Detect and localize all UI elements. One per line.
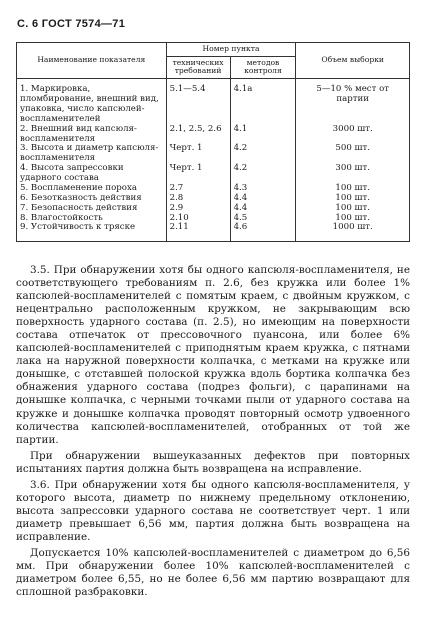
col-header-methods: методов контроля [230,56,296,78]
row-name: 9. Устойчивость к тряске [17,223,167,241]
table-row [17,144,410,164]
row-req: 2.8 [166,194,230,204]
row-sample: 100 шт. [296,204,410,214]
row-method: 4.5 [230,214,296,224]
row-name: 6. Безотказность действия [17,194,167,204]
row-name: 8. Влагостойкость [17,214,167,224]
row-method: 4.4 [230,204,296,214]
col-header-group: Номер пункта [166,43,296,57]
row-req: 2.11 [166,223,230,241]
row-sample: 300 шт. [296,164,410,184]
paragraph-3-6: 3.6. При обнаружении хотя бы одного капсюля-воспламенителя, у которого высота, диаметр по нижнему предельному отклонению, высота запрессовки ударного состава не соответствует черт. 1 или диаметр превышает 6,56 мм, партия должна быть возвращена на исправление. [16,478,410,543]
row-method: 4.3 [230,184,296,194]
table-row [17,125,410,145]
row-name: 5. Воспламенение пороха [17,184,167,194]
body-text [16,264,410,599]
row-sample: 500 шт. [296,144,410,164]
col-header-sample: Объем выборки [296,43,410,79]
row-method: 4.6 [230,223,296,241]
row-method: 4.1 [230,125,296,145]
row-name: 4. Высота запрессовки ударного состава [17,164,167,184]
row-method: 4.1а [230,79,296,125]
row-name: 1. Маркировка, пломбирование, внешний вид, упаковка, число капсюлей-воспламенителей [17,79,167,125]
row-method: 4.4 [230,194,296,204]
row-sample: 5—10 % мест от партии [296,79,410,125]
table-row [17,164,410,184]
row-sample: 100 шт. [296,184,410,194]
col-header-requirements: технических требований [166,56,230,78]
table-row [17,223,410,241]
table-row [17,79,410,125]
row-req: 2.9 [166,204,230,214]
paragraph-3-5: 3.5. При обнаружении хотя бы одного капсюля-воспламенителя, не соответствующего требованиям п. 2.6, без кружка или более 1% капсюлей-воспламенителей с помятым краем, с двойным кружком, с нецентрально расположенным кружком, не закрывающим всю поверхность ударного состава (п. 2.5), но имеющим на поверхности состава отпечаток от прессовочного пуансона, или более 6% капсюлей-воспламенителей с приподнятым краем кружка, с пятнами лака на наружной поверхности колпачка, с метками на кружке или донышке, с отставшей полоской кружка вдоль бортика колпачка без обнажения ударного состава (подрез фольги), с царапинами на донышке колпачка, с черными точками пыли от ударного состава на кружке и донышке колпачка проводят повторный осмотр удвоенного количества капсюлей-воспламенителей, отобранных от той же партии. [16,264,410,446]
row-name: 2. Внешний вид капсюля-воспламенителя [17,125,167,145]
row-req: 2.1, 2.5, 2.6 [166,125,230,145]
row-method: 4.2 [230,164,296,184]
row-req: 5.1—5.4 [166,79,230,125]
row-req: Черт. 1 [166,144,230,164]
row-method: 4.2 [230,144,296,164]
row-req: Черт. 1 [166,164,230,184]
row-sample: 100 шт. [296,214,410,224]
row-sample: 1000 шт. [296,223,410,241]
row-req: 2.10 [166,214,230,224]
page-header: С. 6 ГОСТ 7574—71 [17,18,126,30]
row-req: 2.7 [166,184,230,194]
paragraph-repeat-tests: При обнаружении вышеуказанных дефектов при повторных испытаниях партия должна быть возвращена на исправление. [16,449,410,475]
row-name: 3. Высота и диаметр капсюля-воспламенителя [17,144,167,164]
col-header-name: Наименование показателя [17,43,167,79]
row-sample: 3000 шт. [296,125,410,145]
paragraph-tolerance: Допускается 10% капсюлей-воспламенителей с диаметром до 6,56 мм. При обнаружении более 10% капсюлей-воспламенителей с диаметром более 6,55, но не более 6,56 мм партию возвращают для сплошной разбраковки. [16,546,410,599]
sampling-table [16,42,410,242]
row-name: 7. Безопасность действия [17,204,167,214]
row-sample: 100 шт. [296,194,410,204]
